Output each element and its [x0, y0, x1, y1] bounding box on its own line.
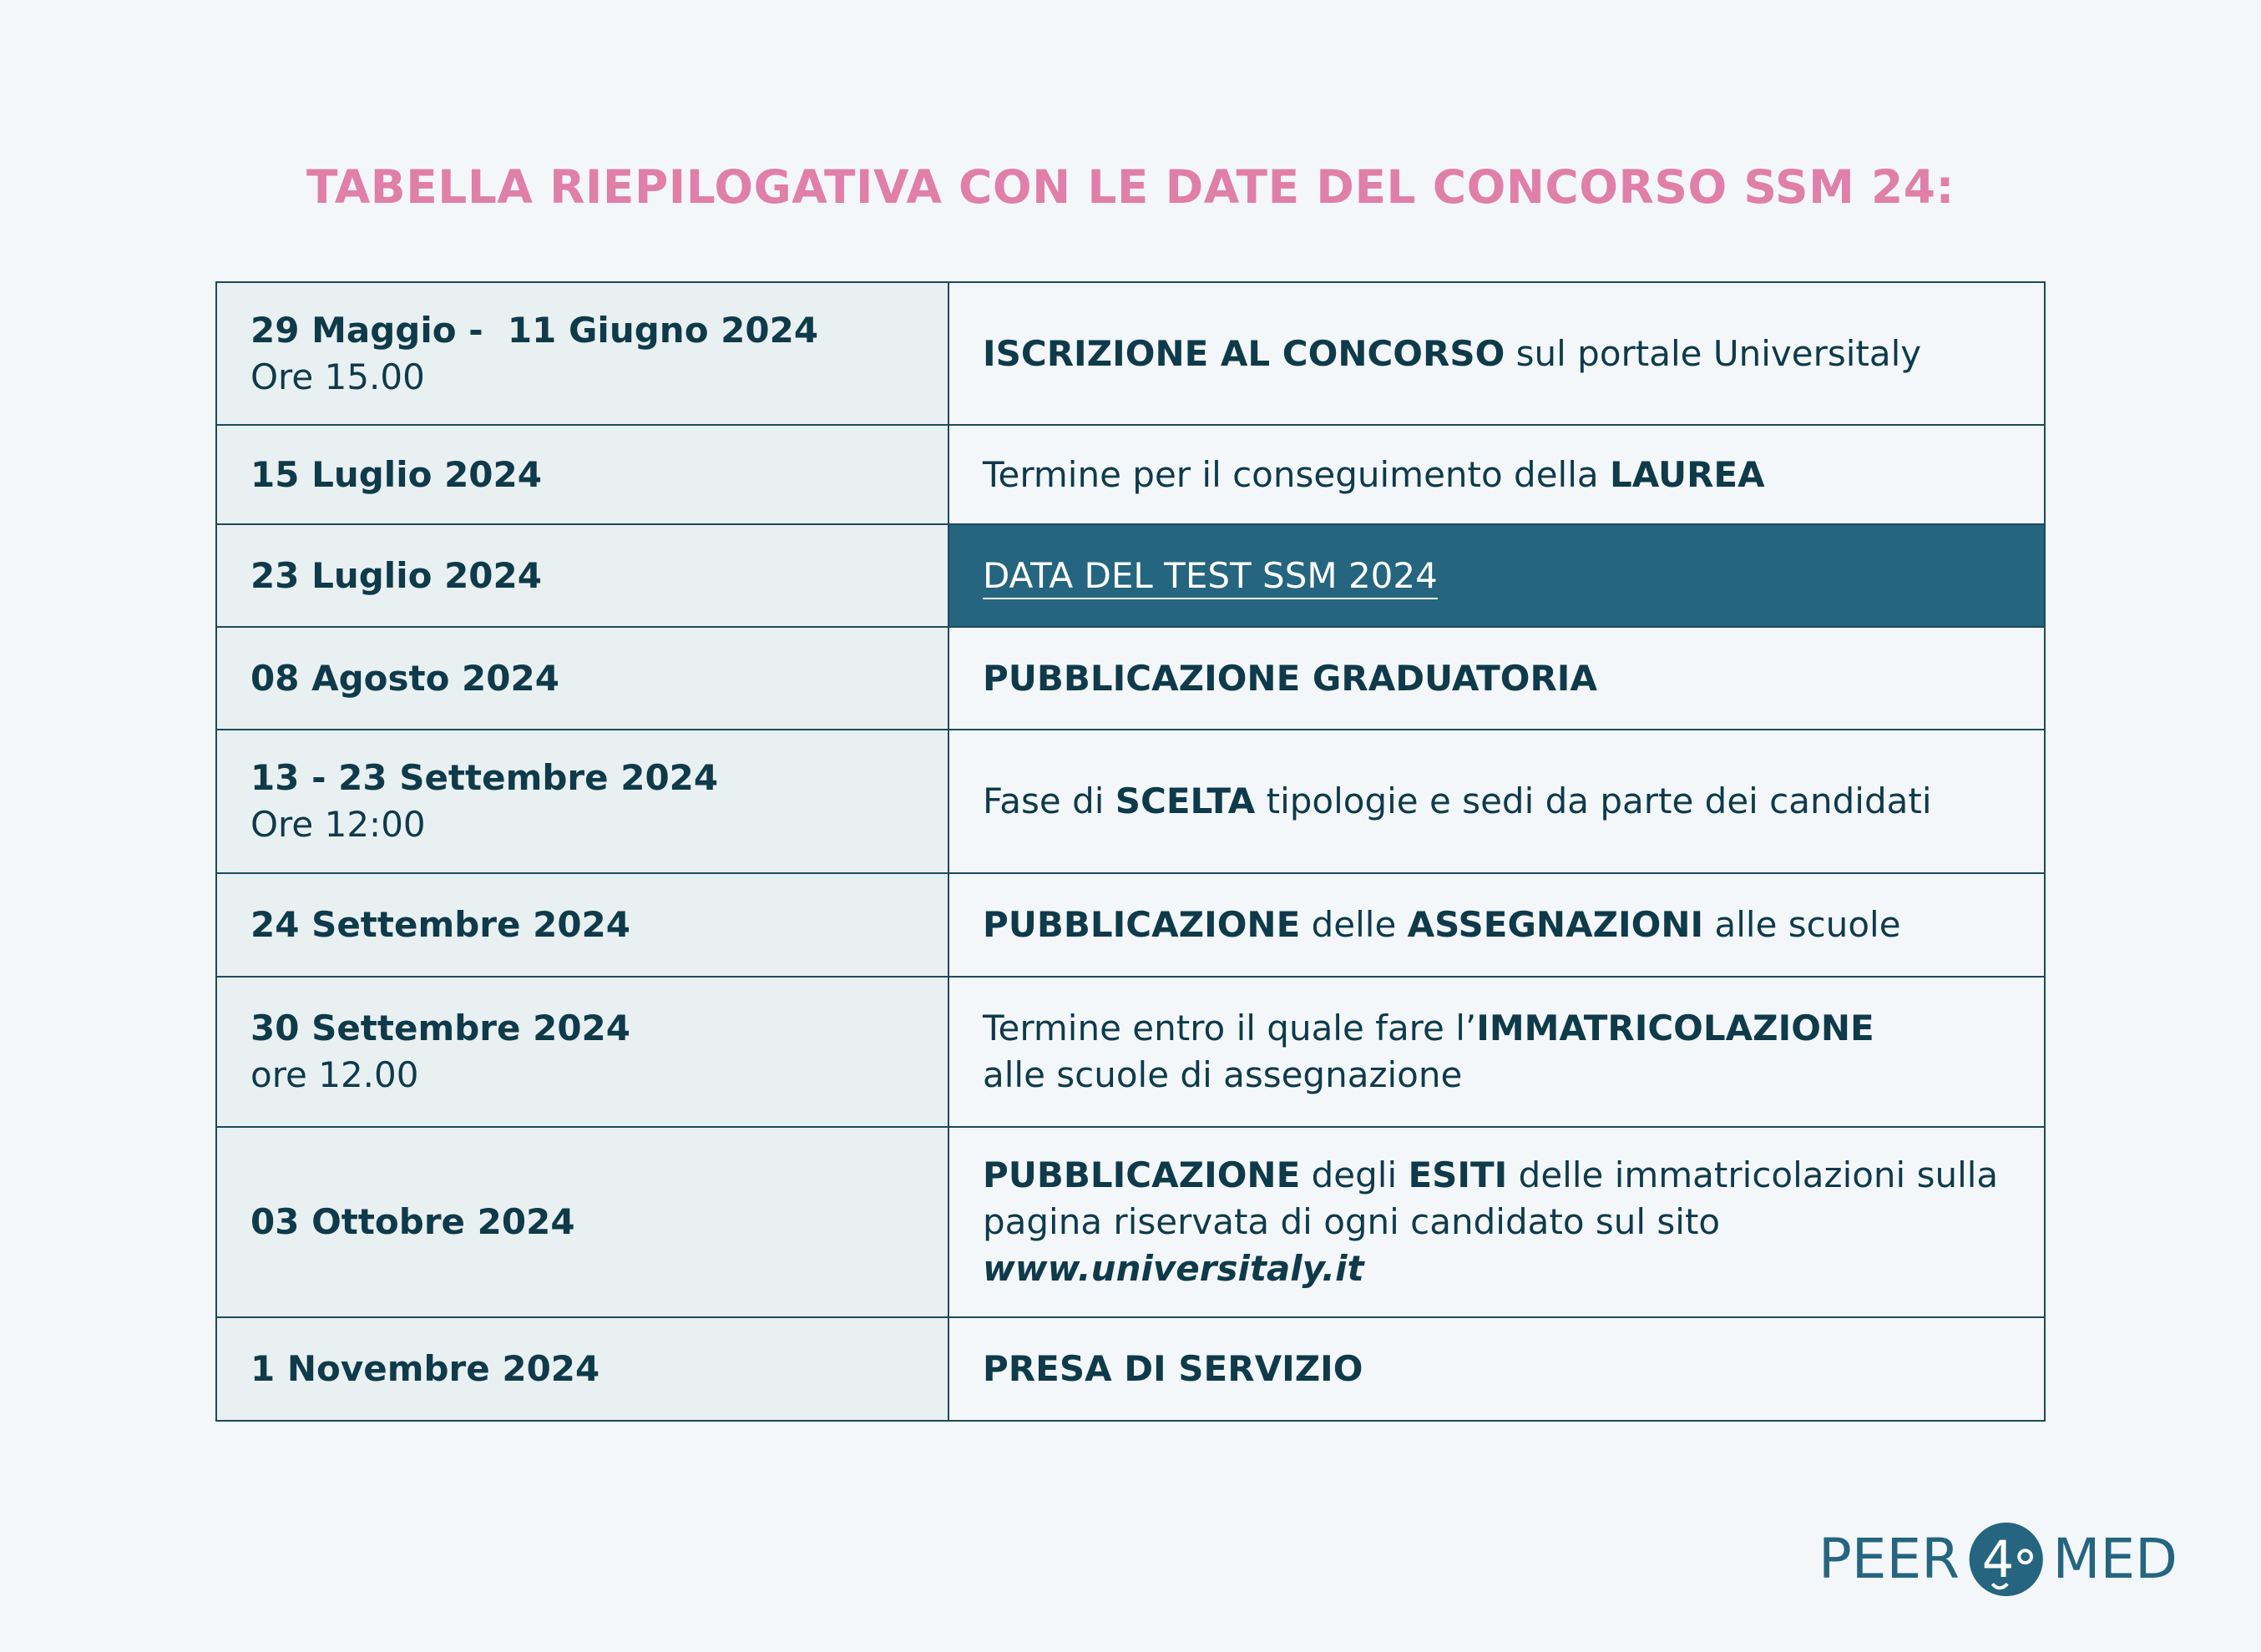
date-text: 30 Settembre 2024 [250, 1008, 630, 1048]
date-cell [216, 873, 948, 977]
test-date-link[interactable]: DATA DEL TEST SSM 2024 [983, 555, 1438, 599]
table-row [216, 873, 2045, 977]
desc-text: alle scuole di assegnazione [983, 1054, 1463, 1095]
date-cell [216, 425, 948, 524]
desc-line [983, 1152, 2011, 1199]
description-cell [948, 282, 2045, 425]
description-cell [948, 730, 2045, 873]
logo-number: 4 [1981, 1530, 2015, 1589]
desc-bold: LAUREA [1609, 453, 1765, 495]
date-text: 29 Maggio - 11 Giugno 2024 [250, 309, 819, 351]
date-text: 24 Settembre 2024 [250, 904, 630, 945]
desc-line [983, 1005, 2011, 1052]
table-row [216, 1127, 2045, 1317]
date-cell [216, 977, 948, 1127]
page-title: TABELLA RIEPILOGATIVA CON LE DATE DEL CONCORSO SSM 24: [306, 160, 1955, 214]
description-cell [948, 1127, 2045, 1317]
date-text: 15 Luglio 2024 [250, 453, 542, 495]
desc-bold: PRESA DI SERVIZIO [983, 1348, 1363, 1389]
desc-bold: ASSEGNAZIONI [1407, 904, 1704, 945]
date-cell [216, 1317, 948, 1421]
table-row [216, 977, 2045, 1127]
desc-text: alle scuole [1703, 904, 1901, 945]
desc-text: tipologie e sedi da parte dei candidati [1255, 781, 1932, 821]
table-row [216, 282, 2045, 425]
desc-text: sul portale Universitaly [1505, 332, 1922, 374]
description-cell [948, 627, 2045, 730]
time-text: ore 12.00 [250, 1054, 419, 1095]
date-cell [216, 282, 948, 425]
date-text: 1 Novembre 2024 [250, 1348, 600, 1389]
desc-text: delle [1300, 904, 1408, 945]
date-cell [216, 627, 948, 730]
desc-bold: PUBBLICAZIONE GRADUATORIA [983, 657, 1597, 699]
desc-bold: ESITI [1408, 1154, 1508, 1195]
highlight-cell [948, 524, 2045, 627]
desc-text: Termine per il conseguimento della [983, 453, 1610, 495]
date-cell [216, 524, 948, 627]
time-text: Ore 15.00 [250, 356, 425, 397]
table-row [216, 425, 2045, 524]
description-cell [948, 1317, 2045, 1421]
date-text: 03 Ottobre 2024 [250, 1201, 575, 1242]
date-text: 08 Agosto 2024 [250, 657, 559, 699]
time-text: Ore 12:00 [250, 804, 426, 845]
peer4med-logo [1818, 1511, 2178, 1607]
logo-text-left: PEER [1818, 1527, 1960, 1591]
desc-text: Fase di [983, 781, 1115, 821]
table-row [216, 524, 2045, 627]
description-cell [948, 977, 2045, 1127]
description-cell [948, 873, 2045, 977]
desc-text: delle immatricolazioni sulla [1507, 1154, 1999, 1195]
table-row [216, 730, 2045, 873]
date-text: 13 - 23 Settembre 2024 [250, 757, 719, 798]
desc-text: Termine entro il quale fare l’ [983, 1008, 1477, 1048]
desc-bold: PUBBLICAZIONE [983, 1154, 1301, 1195]
table-row [216, 627, 2045, 730]
table-row [216, 1317, 2045, 1421]
schedule-table [215, 281, 2046, 1422]
description-cell [948, 425, 2045, 524]
desc-bold: ISCRIZIONE AL CONCORSO [983, 332, 1505, 374]
date-text: 23 Luglio 2024 [250, 554, 542, 596]
logo-text-right: MED [2052, 1527, 2178, 1591]
desc-bold: SCELTA [1115, 781, 1256, 821]
logo-circle-icon [1968, 1513, 2044, 1606]
desc-bold: IMMATRICOLAZIONE [1476, 1008, 1874, 1048]
desc-bold: PUBBLICAZIONE [983, 904, 1301, 945]
date-cell [216, 1127, 948, 1317]
desc-text: pagina riservata di ogni candidato sul sito [983, 1201, 1721, 1242]
desc-text: degli [1300, 1154, 1409, 1195]
universitaly-link[interactable]: www.universitaly.it [983, 1248, 1364, 1289]
date-cell [216, 730, 948, 873]
